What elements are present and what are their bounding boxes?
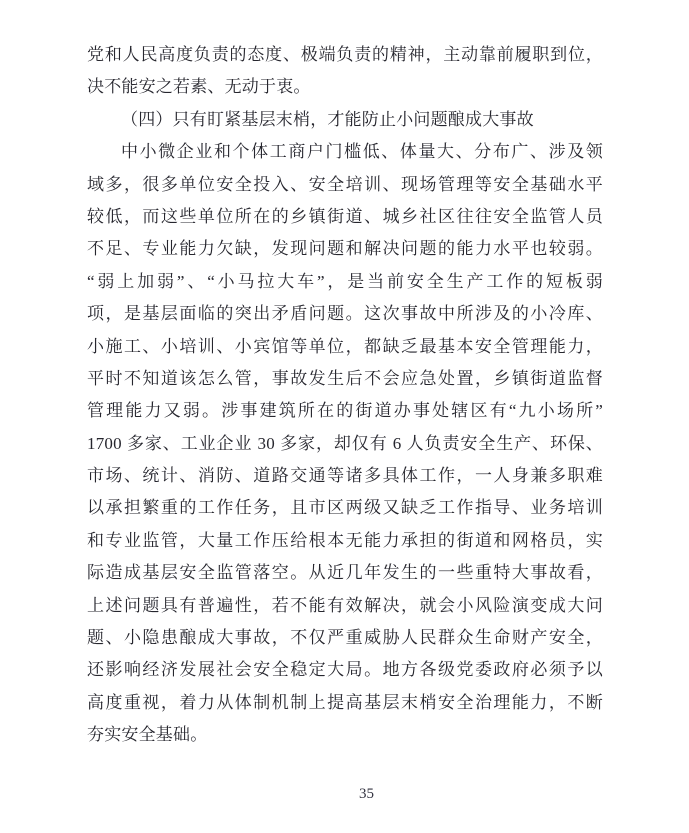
- text-line: 较低，而这些单位所在的乡镇街道、城乡社区往往安全监管人员: [87, 206, 603, 226]
- text-line: 以承担繁重的工作任务，且市区两级又缺乏工作指导、业务培训: [87, 498, 603, 518]
- text-line: 小施工、小培训、小宾馆等单位，都缺乏最基本安全管理能力，: [87, 336, 603, 356]
- text-line: 市场、统计、消防、道路交通等诸多具体工作，一人身兼多职难: [87, 466, 603, 486]
- text-line: 1700 多家、工业企业 30 多家，却仅有 6 人负责安全生产、环保、: [87, 433, 603, 453]
- text-line: 域多，很多单位安全投入、安全培训、现场管理等安全基础水平: [87, 174, 603, 194]
- paragraph-end-line: 决不能安之若素、无动于衷。: [87, 77, 311, 97]
- text-line: 平时不知道该怎么管，事故发生后不会应急处置，乡镇街道监督: [87, 368, 603, 388]
- section-heading: （四）只有盯紧基层末梢，才能防止小问题酿成大事故: [121, 109, 534, 129]
- page-number: 35: [359, 786, 374, 802]
- paragraph-continuation-line: 党和人民高度负责的态度、极端负责的精神，主动靠前履职到位，: [87, 45, 603, 64]
- paragraph-start-line: 中小微企业和个体工商户门槛低、体量大、分布广、涉及领: [121, 142, 603, 162]
- text-line: 还影响经济发展社会安全稳定大局。地方各级党委政府必须予以: [87, 660, 603, 680]
- text-line: 管理能力又弱。涉事建筑所在的街道办事处辖区有“九小场所”: [87, 401, 603, 421]
- text-line: 不足、专业能力欠缺，发现问题和解决问题的能力水平也较弱。: [87, 239, 603, 259]
- text-block: [87, 39, 603, 752]
- paragraph-end-line: 夯实安全基础。: [87, 725, 208, 745]
- text-line: 和专业监管，大量工作压给根本无能力承担的街道和网格员，实: [87, 530, 603, 550]
- text-line: 题、小隐患酿成大事故，不仅严重威胁人民群众生命财产安全，: [87, 628, 603, 648]
- text-line: 高度重视，着力从体制机制上提高基层末梢安全治理能力，不断: [87, 692, 603, 712]
- text-line: 项，是基层面临的突出矛盾问题。这次事故中所涉及的小冷库、: [87, 304, 603, 324]
- text-line: 上述问题具有普遍性，若不能有效解决，就会小风险演变成大问: [87, 595, 603, 615]
- text-line: “弱上加弱”、“小马拉大车”，是当前安全生产工作的短板弱: [87, 271, 603, 291]
- text-line: 际造成基层安全监管落空。从近几年发生的一些重特大事故看，: [87, 563, 603, 583]
